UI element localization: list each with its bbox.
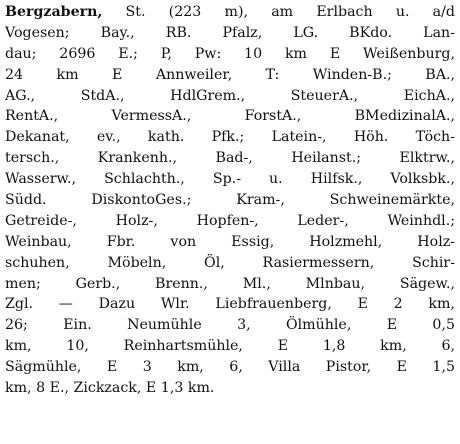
- entry-line-16: 26; Ein. Neumühle 3, Ölmühle, E 0,5: [5, 317, 455, 334]
- entry-line-3: dau; 2696 E.; P, Pw: 10 km E Weißenburg,: [5, 45, 455, 62]
- entry-line-14: men; Gerb., Brenn., Ml., Mlnbau, Sägew.,: [5, 275, 455, 292]
- entry-line-text: St. (223 m), am Erlbach u. a/d: [102, 4, 455, 20]
- entry-line-2: Vogesen; Bay., RB. Pfalz, LG. BKdo. Lan-: [5, 24, 455, 41]
- entry-line-13: schuhen, Möbeln, Öl, Rasiermessern, Schir-: [5, 254, 455, 271]
- entry-line-9: Wasserw., Schlachth., Sp.- u. Hilfsk., Volksbk.,: [5, 171, 455, 188]
- entry-line-6: RentA., VermessA., ForstA., BMedizinalA.,: [5, 108, 455, 125]
- entry-line-15: Zgl. — Dazu Wlr. Liebfrauenberg, E 2 km,: [5, 296, 455, 313]
- entry-headword: Bergzabern,: [5, 4, 103, 20]
- gazetteer-entry: [5, 2, 455, 399]
- entry-line-7: Dekanat, ev., kath. Pfk.; Latein-, Höh. Töch-: [5, 129, 455, 146]
- entry-line-18: Sägmühle, E 3 km, 6, Villa Pistor, E 1,5: [5, 359, 455, 376]
- entry-line-17: km, 10, Reinhartsmühle, E 1,8 km, 6,: [5, 338, 455, 355]
- entry-line-4: 24 km E Annweiler, T: Winden-B.; BA.,: [5, 66, 455, 83]
- entry-line-1: [5, 2, 455, 23]
- entry-line-11: Getreide-, Holz-, Hopfen-, Leder-, Weinhdl.;: [5, 212, 455, 229]
- entry-line-5: AG., StdA., HdlGrem., SteuerA., EichA.,: [5, 87, 455, 104]
- entry-line-12: Weinbau, Fbr. von Essig, Holzmehl, Holz-: [5, 233, 455, 250]
- entry-line-19: km, 8 E., Zickzack, E 1,3 km.: [5, 380, 215, 397]
- entry-line-8: tersch., Krankenh., Bad-, Heilanst.; Elktrw.,: [5, 150, 455, 167]
- entry-line-10: Südd. DiskontoGes.; Kram-, Schweinemärkte,: [5, 192, 455, 209]
